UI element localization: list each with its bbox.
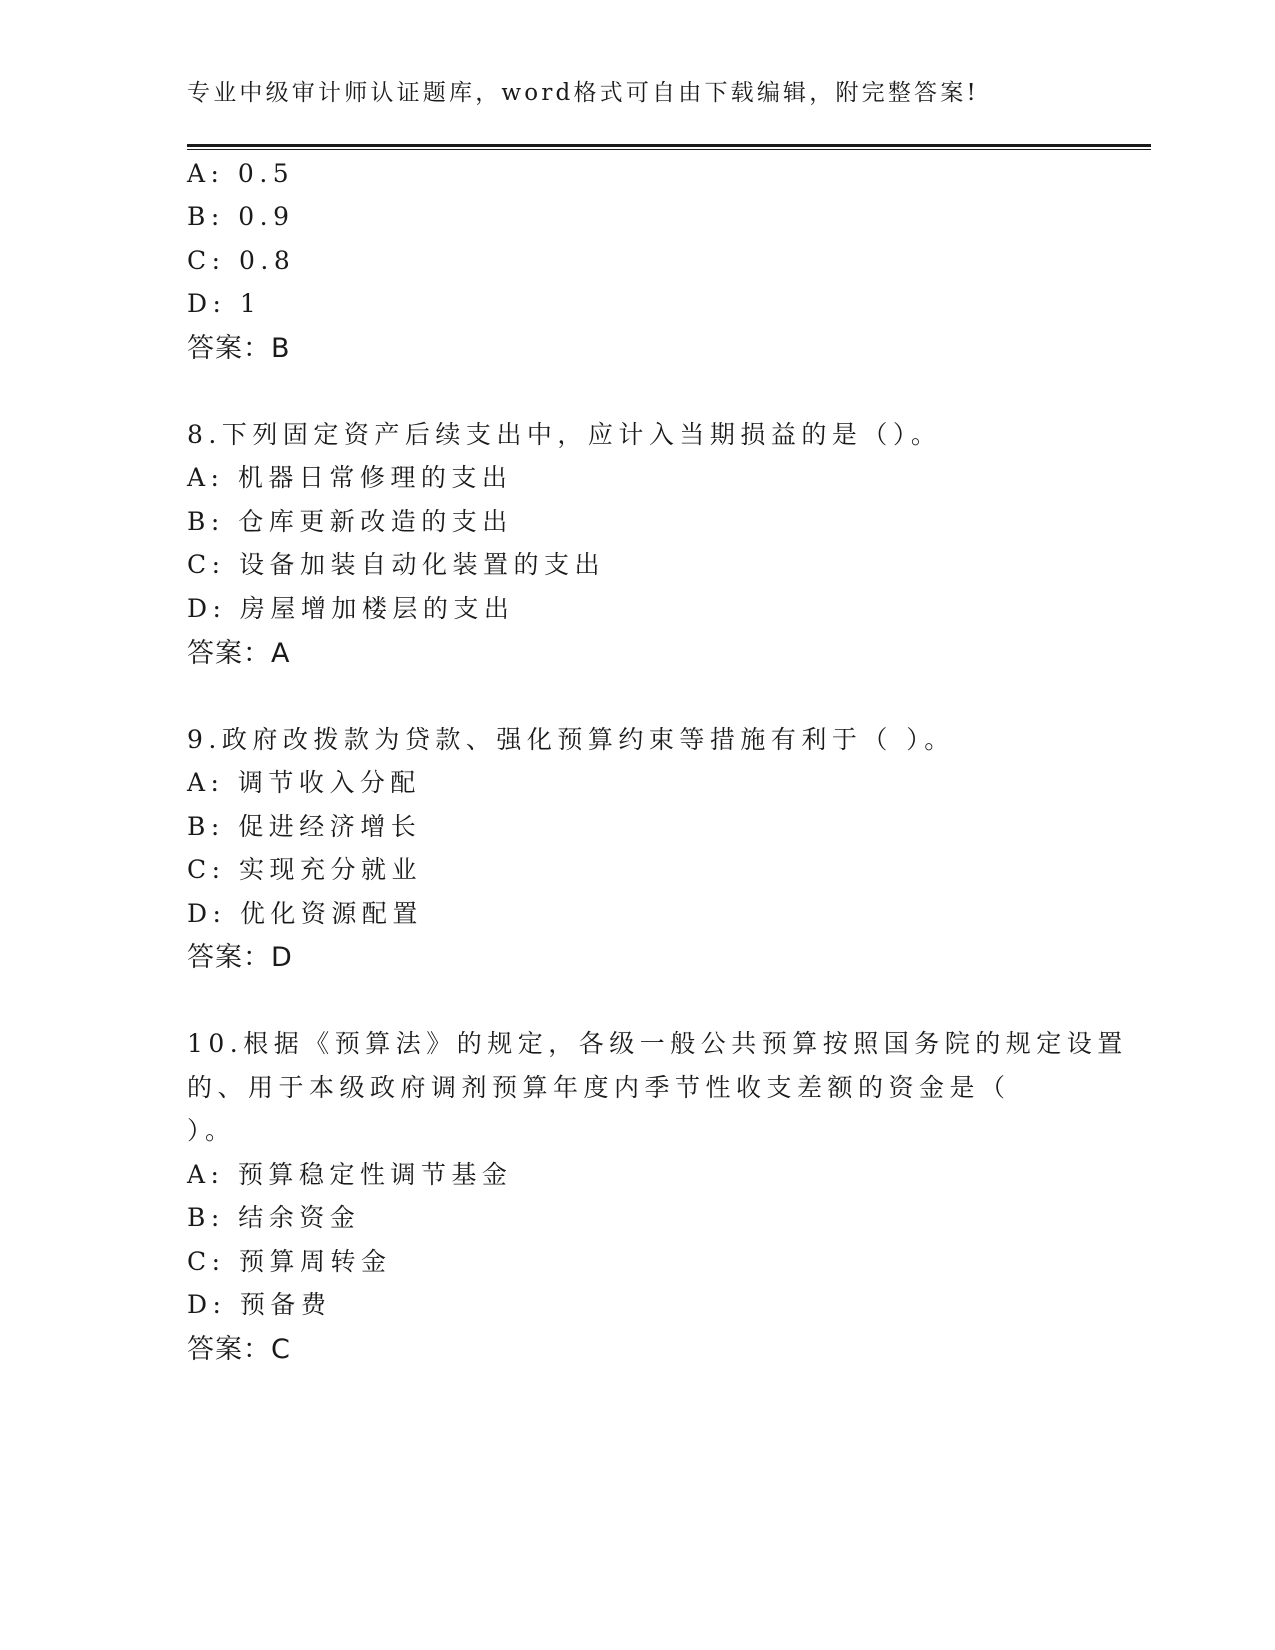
question-8-stem: 8.下列固定资产后续支出中，应计入当期损益的是（）。	[187, 420, 942, 449]
question-7-option-a: A: 0.5	[187, 159, 295, 188]
question-10-stem-line-1: 10.根据《预算法》的规定，各级一般公共预算按照国务院的规定设置	[187, 1029, 1128, 1058]
question-8-option-d: D: 房屋增加楼层的支出	[187, 594, 515, 623]
question-8-option-a: A: 机器日常修理的支出	[187, 463, 513, 492]
question-9-option-a: A: 调节收入分配	[187, 768, 421, 797]
question-8-option-c: C: 设备加装自动化装置的支出	[187, 550, 605, 579]
question-9-option-c: C: 实现充分就业	[187, 855, 422, 884]
question-7-answer: 答案：B	[187, 333, 291, 364]
question-7-option-b: B: 0.9	[187, 202, 295, 231]
question-7-option-c: C: 0.8	[187, 246, 296, 275]
question-10-option-b: B: 结余资金	[187, 1203, 361, 1232]
question-9-stem: 9.政府改拨款为贷款、强化预算约束等措施有利于（ ）。	[187, 725, 955, 754]
question-10-option-c: C: 预算周转金	[187, 1247, 392, 1276]
question-10-option-a: A: 预算稳定性调节基金	[187, 1160, 513, 1189]
question-10-stem-line-2: 的、用于本级政府调剂预算年度内季节性收支差额的资金是（	[187, 1073, 1011, 1102]
question-9-option-b: B: 促进经济增长	[187, 812, 422, 841]
question-10-answer: 答案：C	[187, 1334, 291, 1365]
page-header: 专业中级审计师认证题库，word格式可自由下载编辑，附完整答案!	[187, 80, 979, 106]
question-9-answer: 答案：D	[187, 942, 293, 973]
question-10-stem-line-3: ）。	[187, 1116, 236, 1145]
header-divider	[187, 144, 1151, 150]
question-10-option-d: D: 预备费	[187, 1290, 332, 1319]
question-7-option-d: D: 1	[187, 289, 262, 318]
question-8-option-b: B: 仓库更新改造的支出	[187, 507, 513, 536]
question-9-option-d: D: 优化资源配置	[187, 899, 423, 928]
question-8-answer: 答案：A	[187, 638, 291, 669]
